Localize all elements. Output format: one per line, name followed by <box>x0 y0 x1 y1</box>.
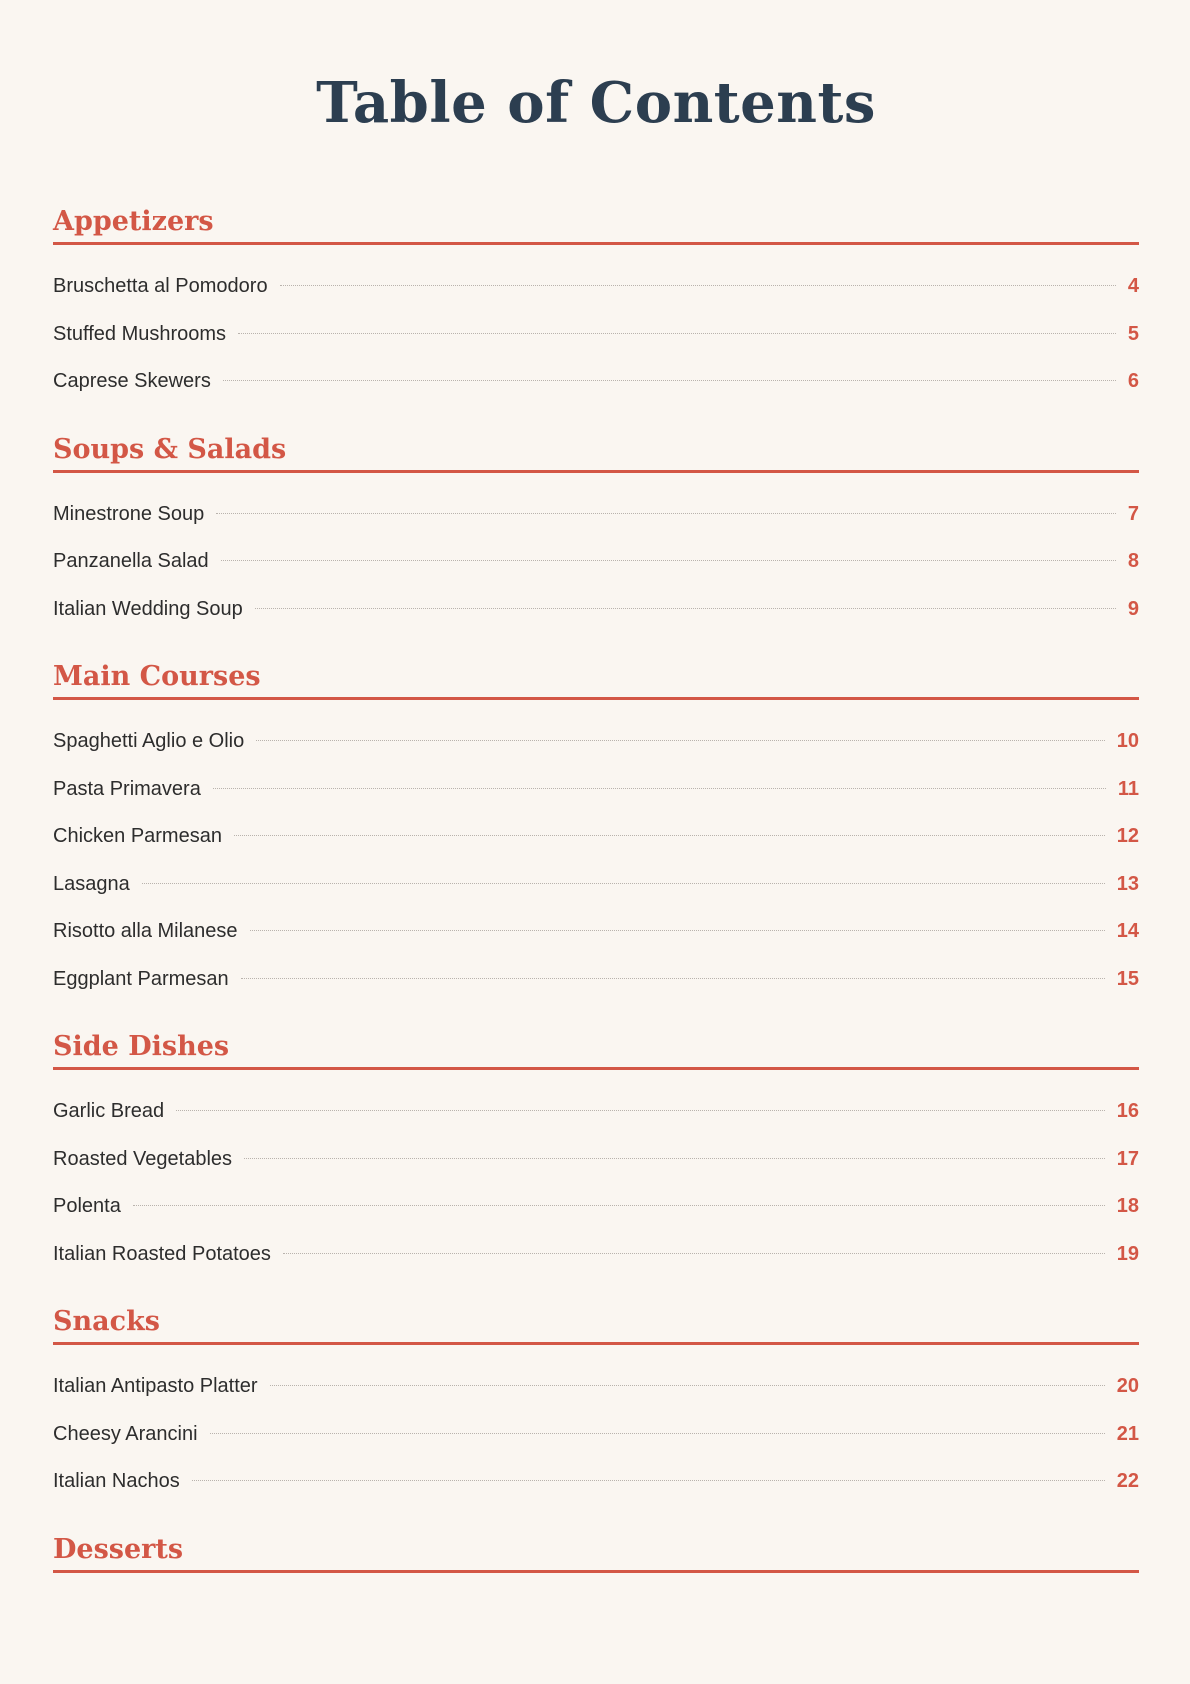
page-number: 18 <box>1116 1195 1139 1217</box>
page-number: 15 <box>1116 967 1139 990</box>
dot-leader <box>270 1384 1105 1386</box>
page-number: 12 <box>1116 825 1139 847</box>
entry-list <box>53 718 1139 1003</box>
entry-name: Chicken Parmesan <box>53 825 222 847</box>
page-number: 19 <box>1116 1242 1139 1265</box>
page-number: 6 <box>1127 370 1139 392</box>
dot-leader <box>216 512 1116 514</box>
page-number: 5 <box>1127 322 1139 345</box>
page-number: 22 <box>1116 1470 1139 1492</box>
dot-leader <box>142 882 1105 884</box>
entry-name: Roasted Vegetables <box>53 1147 233 1170</box>
section-title: Main Courses <box>53 657 1139 700</box>
entry-name: Bruschetta al Pomodoro <box>53 275 268 297</box>
toc-entry[interactable] <box>53 1411 1139 1459</box>
entry-list <box>53 1088 1139 1278</box>
toc-body <box>53 202 1139 1573</box>
page-number: 10 <box>1116 730 1139 752</box>
entry-list <box>53 263 1139 406</box>
dot-leader <box>241 977 1105 979</box>
toc-entry[interactable] <box>53 311 1139 359</box>
entry-name: Stuffed Mushrooms <box>53 322 227 345</box>
toc-entry[interactable] <box>53 766 1139 814</box>
dot-leader <box>213 787 1106 789</box>
toc-section <box>53 657 1139 1003</box>
toc-entry[interactable] <box>53 718 1139 766</box>
toc-entry[interactable] <box>53 813 1139 861</box>
toc-entry[interactable] <box>53 1136 1139 1184</box>
page-number: 21 <box>1116 1422 1139 1445</box>
toc-page <box>53 0 1139 1597</box>
dot-leader <box>221 559 1116 561</box>
entry-name: Italian Nachos <box>53 1470 180 1492</box>
toc-entry[interactable] <box>53 263 1139 311</box>
dot-leader <box>133 1204 1105 1206</box>
entry-name: Eggplant Parmesan <box>53 967 229 990</box>
entry-name: Minestrone Soup <box>53 502 205 525</box>
toc-entry[interactable] <box>53 1088 1139 1136</box>
toc-entry[interactable] <box>53 908 1139 956</box>
dot-leader <box>176 1109 1105 1111</box>
dot-leader <box>192 1479 1105 1481</box>
entry-name: Italian Wedding Soup <box>53 597 243 620</box>
dot-leader <box>238 332 1116 334</box>
section-title: Appetizers <box>53 202 1139 245</box>
toc-section <box>53 1530 1139 1573</box>
dot-leader <box>223 379 1116 381</box>
dot-leader <box>255 607 1116 609</box>
section-title: Side Dishes <box>53 1027 1139 1070</box>
toc-entry[interactable] <box>53 1363 1139 1411</box>
page-title: Table of Contents <box>316 70 876 136</box>
page-number: 4 <box>1127 275 1139 297</box>
page-number: 13 <box>1116 872 1139 895</box>
entry-name: Lasagna <box>53 872 130 895</box>
entry-list <box>53 1363 1139 1506</box>
toc-section <box>53 1302 1139 1506</box>
page-number: 11 <box>1117 777 1139 800</box>
entry-name: Italian Roasted Potatoes <box>53 1242 271 1265</box>
dot-leader <box>256 739 1105 741</box>
toc-section <box>53 1027 1139 1278</box>
entry-name: Cheesy Arancini <box>53 1422 198 1445</box>
toc-entry[interactable] <box>53 491 1139 539</box>
toc-entry[interactable] <box>53 956 1139 1004</box>
entry-name: Italian Antipasto Platter <box>53 1375 258 1397</box>
page-number: 9 <box>1127 597 1139 620</box>
dot-leader <box>210 1432 1105 1434</box>
page-number: 16 <box>1116 1100 1139 1122</box>
section-title: Desserts <box>53 1530 1139 1573</box>
toc-entry[interactable] <box>53 358 1139 406</box>
section-title: Soups & Salads <box>53 430 1139 473</box>
dot-leader <box>283 1252 1105 1254</box>
page-number: 14 <box>1116 920 1139 942</box>
entry-name: Pasta Primavera <box>53 777 201 800</box>
entry-list <box>53 491 1139 634</box>
entry-name: Panzanella Salad <box>53 550 209 572</box>
dot-leader <box>250 929 1105 931</box>
entry-name: Spaghetti Aglio e Olio <box>53 730 245 752</box>
entry-name: Caprese Skewers <box>53 370 211 392</box>
page-number: 7 <box>1127 502 1139 525</box>
toc-entry[interactable] <box>53 586 1139 634</box>
entry-name: Polenta <box>53 1195 121 1217</box>
dot-leader <box>280 284 1116 286</box>
toc-entry[interactable] <box>53 1231 1139 1279</box>
toc-entry[interactable] <box>53 1183 1139 1231</box>
section-title: Snacks <box>53 1302 1139 1345</box>
page-number: 20 <box>1116 1375 1139 1397</box>
page-number: 17 <box>1116 1147 1139 1170</box>
toc-entry[interactable] <box>53 538 1139 586</box>
entry-name: Garlic Bread <box>53 1100 165 1122</box>
page-number: 8 <box>1127 550 1139 572</box>
toc-entry[interactable] <box>53 1458 1139 1506</box>
toc-entry[interactable] <box>53 861 1139 909</box>
dot-leader <box>244 1157 1105 1159</box>
entry-name: Risotto alla Milanese <box>53 920 238 942</box>
toc-section <box>53 430 1139 634</box>
toc-section <box>53 202 1139 406</box>
dot-leader <box>234 834 1105 836</box>
